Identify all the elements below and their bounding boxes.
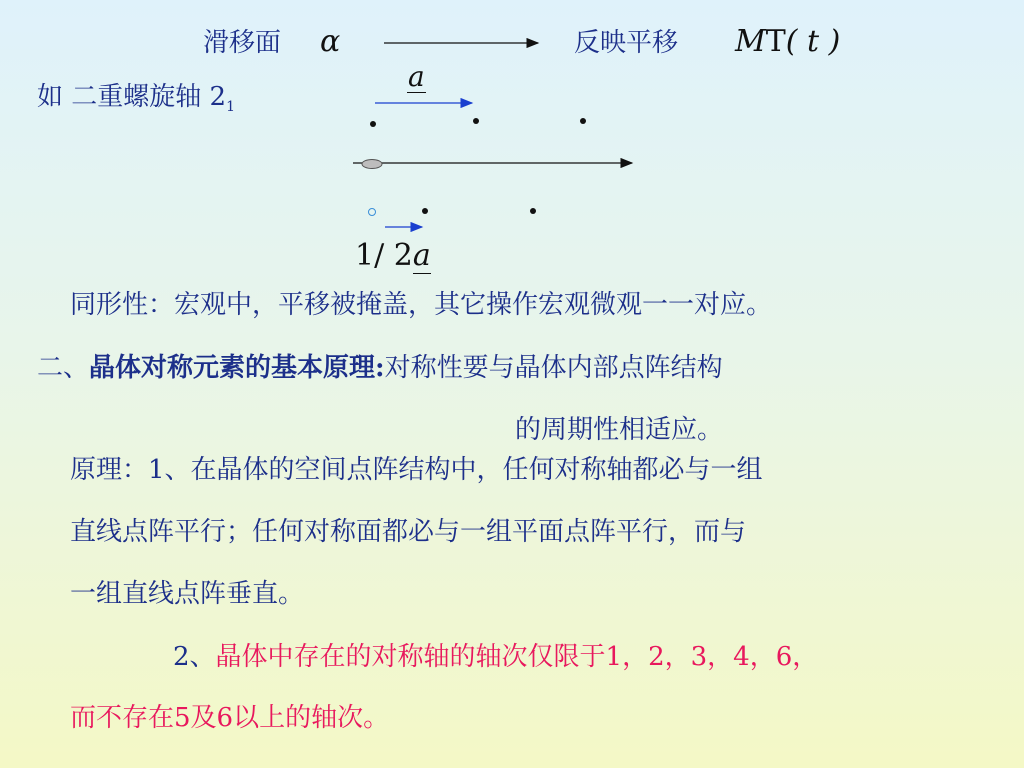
principle-1-line-3: 一组直线点阵垂直。 xyxy=(70,579,305,609)
principle-1-line-2: 直线点阵平行；任何对称面都必与一组平面点阵平行，而与 xyxy=(70,517,747,547)
lattice-point xyxy=(370,121,376,127)
axis-symbol-icon xyxy=(362,160,382,169)
principle-2-text: 晶体中存在的对称轴的轴次仅限于1，2，3，4，6， xyxy=(215,642,819,672)
section-2-number: 二、 xyxy=(37,353,90,383)
section-2-desc: 对称性要与晶体内部点阵结构 xyxy=(384,353,723,383)
section-2-title: 晶体对称元素的基本原理: xyxy=(89,353,385,383)
half-prefix: 1/ 2 xyxy=(355,238,413,273)
lattice-point xyxy=(580,118,586,124)
notation-t: T xyxy=(765,24,786,59)
small-circle-icon xyxy=(369,209,376,216)
section-2-desc-continued: 的周期性相适应。 xyxy=(515,415,724,445)
principle-2-line-1 xyxy=(173,642,818,672)
screw-axis-subscript: 1 xyxy=(226,99,235,116)
principle-2-line-2: 而不存在5及6以上的轴次。 xyxy=(70,703,390,733)
notation-t-param: ( t ) xyxy=(785,24,841,59)
reflection-translation-label: 反映平移 xyxy=(574,28,679,58)
principle-2-prefix: 2、 xyxy=(173,642,216,672)
alpha-symbol: α xyxy=(320,24,341,59)
isomorphism-text: 同形性：宏观中，平移被掩盖，其它操作宏观微观一一对应。 xyxy=(70,290,773,320)
translation-a-label: a xyxy=(408,60,425,93)
lattice-point xyxy=(422,208,428,214)
section-2-heading xyxy=(37,353,723,383)
lattice-point xyxy=(473,118,479,124)
screw-axis-text: 如 二重螺旋轴 2 xyxy=(37,82,227,112)
notation-m: M xyxy=(735,24,766,59)
lattice-point xyxy=(530,208,536,214)
principle-1-line-1: 原理：1、在晶体的空间点阵结构中，任何对称轴都必与一组 xyxy=(70,455,763,485)
half-a: a xyxy=(412,238,431,273)
glide-plane-label: 滑移面 xyxy=(203,28,282,58)
